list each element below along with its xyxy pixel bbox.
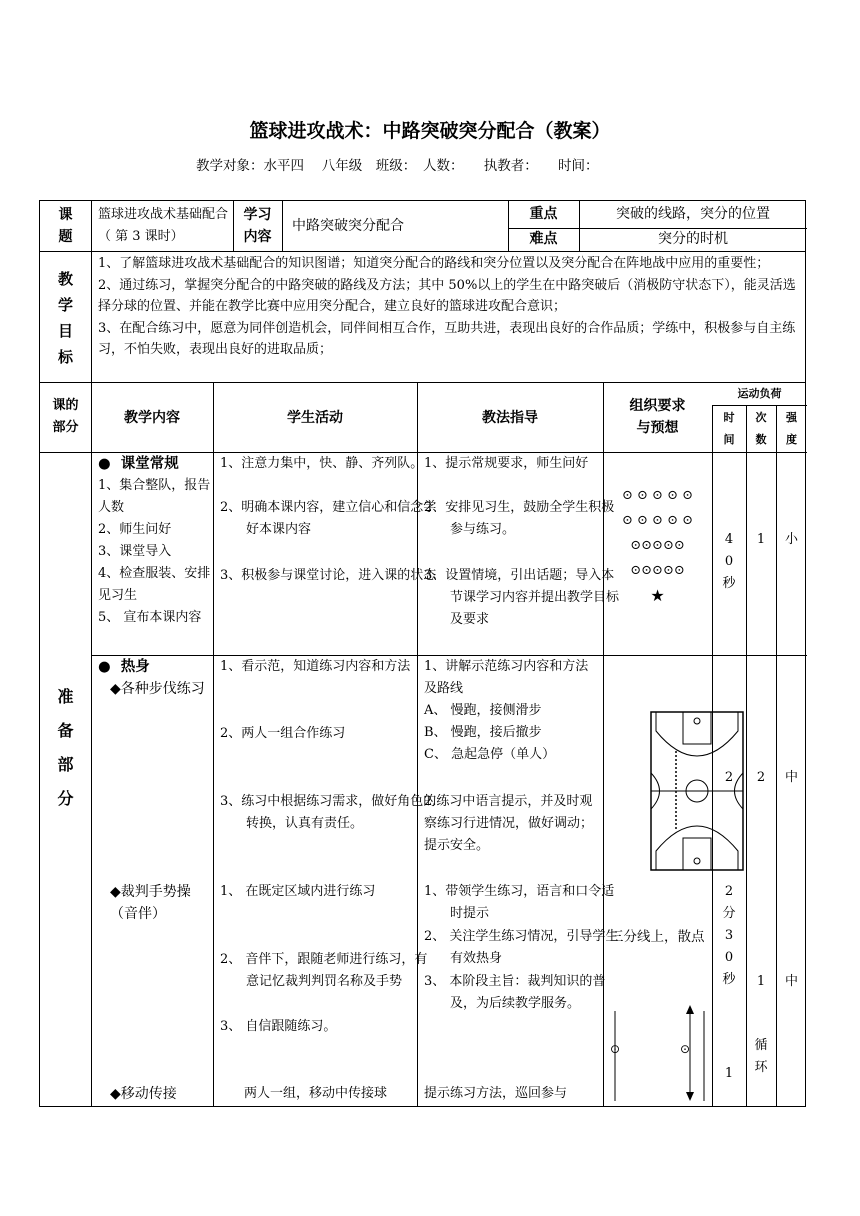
r2-s7: 两人一组，移动中传接球 <box>244 1086 388 1101</box>
r1-count: 1 <box>756 532 766 547</box>
r1-s3: 3、积极参与课堂讨论，进入课的状态 <box>220 568 437 583</box>
r2-time-a: 2 <box>724 770 734 785</box>
zhong-value: 突破的线路，突分的位置 <box>616 206 770 222</box>
r2-c3: ◆移动传接 <box>110 1086 177 1102</box>
ke-value: 篮球进攻战术基础配合（ 第 3 课时） <box>98 207 229 244</box>
r2-s6: 3、 自信跟随练习。 <box>220 1019 337 1034</box>
basketball-court-icon <box>650 711 744 871</box>
nan-value: 突分的时机 <box>658 231 728 247</box>
pass-drill-icon <box>603 1003 712 1103</box>
section-label: 准 备 部 分 <box>57 687 74 808</box>
r2-c2: ◆裁判手势操（音伴） <box>110 884 191 922</box>
header-time: 时 间 <box>723 411 735 446</box>
r2-m6: 提示练习方法，巡回参与 <box>424 1086 568 1101</box>
r2-m1: 1、讲解示范练习内容和方法及路线 A、 慢跑，接侧滑步 B、 慢跑，接后撤步 C、 急起急停（单人） <box>424 659 589 762</box>
r2-s5: 2、 音伴下，跟随老师进行练习，有意记忆裁判判罚名称及手势 <box>220 952 428 989</box>
r1-m1: 1、提示常规要求，师生问好 <box>424 456 589 471</box>
formation-row: ⊙⊙⊙⊙⊙ <box>630 538 685 553</box>
svg-text:⊙: ⊙ <box>680 1042 691 1056</box>
page-title: 篮球进攻战术：中路突破突分配合（教案） <box>249 120 611 142</box>
r2-s4: 1、 在既定区域内进行练习 <box>220 884 376 899</box>
header-intensity: 强 度 <box>786 411 797 446</box>
r2-count-c: 循 环 <box>754 1038 768 1075</box>
r2-int-b: 中 <box>784 974 798 989</box>
r2-m4: 2、 关注学生练习情况，引导学生有效热身 <box>424 929 619 966</box>
r1-time: 4 0 秒 <box>722 532 736 591</box>
svg-text:⊙: ⊙ <box>610 1042 621 1056</box>
nan-label: 难点 <box>529 231 558 247</box>
xue-value: 中路突破突分配合 <box>292 218 404 234</box>
goals-section <box>39 251 806 383</box>
r2-m3: 1、带领学生练习，语言和口令适时提示 <box>424 884 615 921</box>
r2-time-c: 1 <box>724 1066 734 1081</box>
header-method: 教法指导 <box>482 410 538 426</box>
r2-s3: 3、练习中根据练习需求，做好角色的转换，认真有责任。 <box>220 794 437 831</box>
formation-row: ⊙ ⊙ ⊙ ⊙ ⊙ <box>622 488 693 503</box>
r1-s2: 2、明确本课内容，建立信心和信念学好本课内容 <box>220 500 437 537</box>
r1-title: ● 课堂常规 <box>98 456 179 472</box>
lesson-meta: 教学对象：水平四 八年级 班级： 人数： 执教者： 时间： <box>196 158 599 174</box>
main-table <box>39 382 806 1107</box>
r2-count-a: 2 <box>756 770 766 785</box>
info-table <box>39 200 806 252</box>
r1-m2: 2、安排见习生，鼓励全学生积极参与练习。 <box>424 500 615 537</box>
r2-s2: 2、两人一组合作练习 <box>220 726 346 741</box>
ke-label: 课 题 <box>58 207 73 245</box>
header-content: 教学内容 <box>124 410 180 426</box>
r2-m5: 3、 本阶段主旨：裁判知识的普及，为后续教学服务。 <box>424 974 606 1011</box>
zhong-label: 重点 <box>529 206 558 222</box>
header-org: 组织要求 与预想 <box>629 398 686 436</box>
r1-content: 1、集合整队，报告人数 2、师生问好 3、课堂导入 4、检查服装、安排见习生 5、 宣布本课内容 <box>98 478 211 625</box>
formation-row: ⊙⊙⊙⊙⊙ <box>630 563 685 578</box>
r2-s1: 1、看示范，知道练习内容和方法 <box>220 659 411 674</box>
header-count: 次 数 <box>755 411 767 446</box>
header-student: 学生活动 <box>287 410 343 426</box>
r2-time-b: 2 分 3 0 秒 <box>722 884 736 987</box>
r1-intensity: 小 <box>784 532 798 547</box>
r1-formation <box>603 483 712 608</box>
xue-label: 学习 内容 <box>243 207 272 245</box>
header-part: 课的 部分 <box>52 398 79 435</box>
r2-m2: 2.练习中语言提示，并及时观察练习行进情况，做好调动；提示安全。 <box>424 794 594 853</box>
formation-row: ⊙ ⊙ ⊙ ⊙ ⊙ <box>622 513 693 528</box>
r2-int-a: 中 <box>784 770 798 785</box>
goals-text: 1、了解篮球进攻战术基础配合的知识图谱；知道突分配合的路线和突分位置以及突分配合在阵地战中应用的重要性； 2、通过练习，掌握突分配合的中路突破的路线及方法；其中 50%以上的学生在中路突破后（消极防守状态下），能灵活选择分球的位置、并能在教学比赛中应用突分配合，建立良好的篮球进攻配合意识； 3、在配合练习中，愿意为同伴创造机会，同伴间相互合作，互助共进，表现出良好的合作品质；学练中，积极参与自主练习，不怕失败，表现出良好的进取品质； <box>98 256 796 357</box>
r2-c1: ◆各种步伐练习 <box>110 681 205 697</box>
r1-m3: 3、设置情境，引出话题；导入本节课学习内容并提出教学目标及要求 <box>424 568 620 627</box>
r2-count-b: 1 <box>756 974 766 989</box>
goals-label: 教 学 目 标 <box>57 270 73 366</box>
r1-s1: 1、注意力集中，快、静、齐列队。 <box>220 456 424 471</box>
teacher-star-icon: ★ <box>650 586 665 605</box>
header-load: 运动负荷 <box>737 387 782 400</box>
r2-title: ● 热身 <box>98 659 150 675</box>
r2-org2: 三分线上，散点 <box>610 929 705 945</box>
